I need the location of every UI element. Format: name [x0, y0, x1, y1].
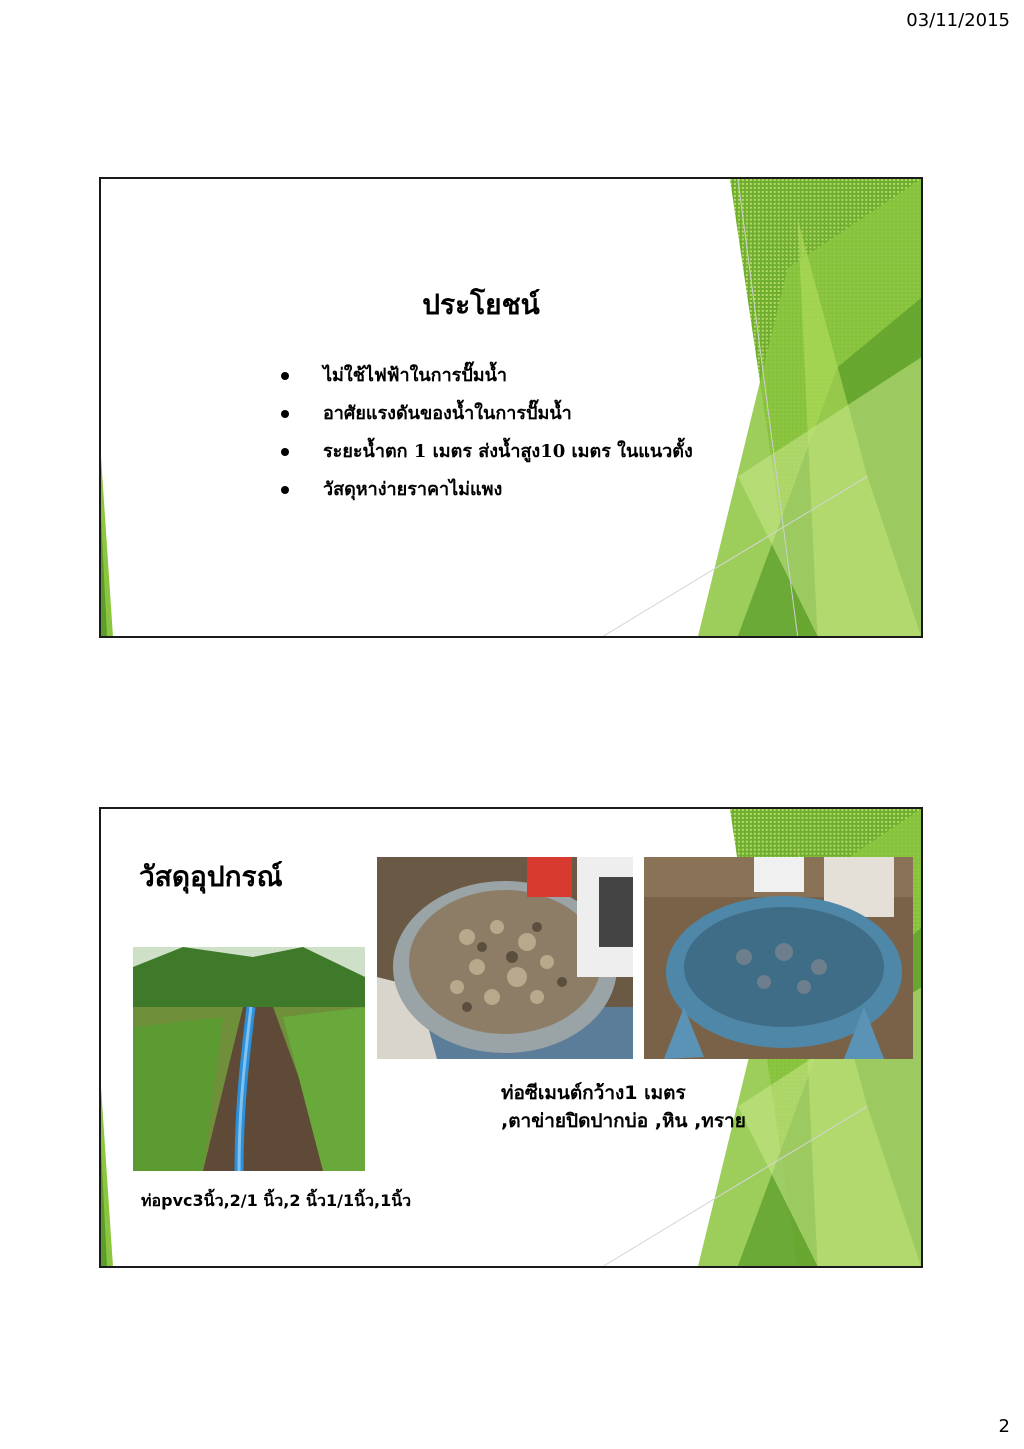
caption-pvc-pipe: ท่อpvc3นิ้ว,2/1 นิ้ว,2 นิ้ว1/1นิ้ว,1นิ้ว: [141, 1191, 412, 1210]
photo-cement-pipe-stones: [377, 857, 633, 1059]
list-item: ระยะน้ำตก 1 เมตร ส่งน้ำสูง10 เมตร ในแนวตั้ง: [281, 433, 693, 471]
photo-pvc-pipe-field: [133, 947, 365, 1171]
slide-title: วัสดุอุปกรณ์: [139, 860, 283, 893]
list-item: อาศัยแรงดันของน้ำในการปั๊มน้ำ: [281, 395, 693, 433]
photo-mesh-covered-pipe: [644, 857, 913, 1059]
slide-benefits: [99, 177, 923, 638]
list-item: ไม่ใช้ไฟฟ้าในการปั๊มน้ำ: [281, 357, 693, 395]
list-item: วัสดุหาง่ายราคาไม่แพง: [281, 471, 693, 509]
slide-materials: [99, 807, 923, 1268]
benefit-list: [281, 357, 693, 509]
caption-cement-pipe: ท่อซีเมนต์กว้าง1 เมตร ,ตาข่ายปิดปากบ่อ ,หิน ,ทราย: [501, 1082, 746, 1132]
page-number: 2: [998, 1416, 1010, 1437]
slide-title: ประโยชน์: [422, 288, 540, 321]
page-date: 03/11/2015: [906, 10, 1010, 31]
